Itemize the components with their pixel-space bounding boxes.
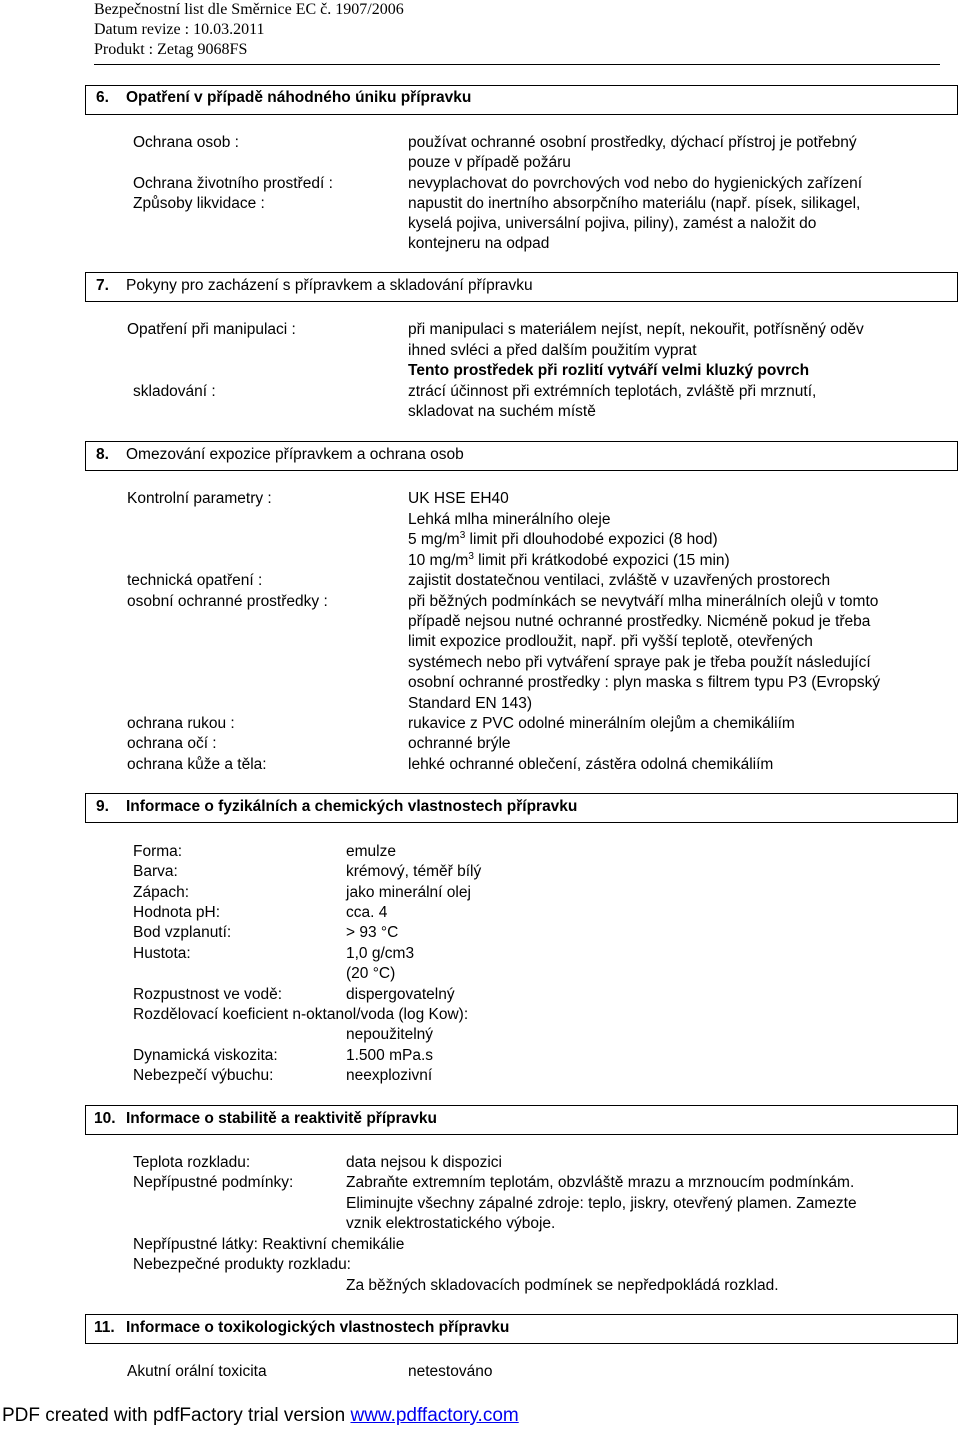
label-explosion-hazard: Nebezpečí výbuchu: xyxy=(133,1067,274,1084)
label-ph: Hodnota pH: xyxy=(133,904,221,921)
value-line-exposure-short: 10 $mg/m^3$ limit při krátkodobé expozici (15 min) xyxy=(408,551,730,569)
value-form: emulze xyxy=(346,843,396,860)
label-acute-oral-toxicity: Akutní orální toxicita xyxy=(127,1363,267,1380)
value-line: osobní ochranné prostředky : plyn maska s filtrem typu P3 (Evropský xyxy=(408,674,881,691)
label-dynamic-viscosity: Dynamická viskozita: xyxy=(133,1047,278,1064)
pdf-watermark-footer xyxy=(2,1405,519,1427)
label-decomposition-temp: Teplota rozkladu: xyxy=(133,1154,251,1171)
label-storage: skladování : xyxy=(133,383,216,400)
value-line: případě nejsou nutné ochranné prostředky. Nicméně pokud je třeba xyxy=(408,613,871,630)
value-line: UK HSE EH40 xyxy=(408,490,509,507)
value-line: při běžných podmínkách se nevytváří mlha minerálních olejů v tomto xyxy=(408,593,879,610)
label-hand-protection: ochrana rukou : xyxy=(127,715,235,732)
value-line: nevyplachovat do povrchových vod nebo do hygienických zařízení xyxy=(408,175,863,192)
section-11-title: 11. Informace o toxikologických vlastnostech přípravku xyxy=(94,1319,510,1336)
label-personal-protective-equipment: osobní ochranné prostředky : xyxy=(127,593,328,610)
value-water-solubility: dispergovatelný xyxy=(346,986,455,1003)
value-odor: jako minerální olej xyxy=(346,884,471,901)
value-hazardous-decomposition: Za běžných skladovacích podmínek se nepředpokládá rozklad. xyxy=(346,1277,779,1294)
value-line: pouze v případě požáru xyxy=(408,154,571,171)
section-8-title: 8. Omezování expozice přípravkem a ochrana osob xyxy=(96,446,464,463)
value-explosion-hazard: neexplozivní xyxy=(346,1067,433,1084)
label-incompatible-materials: Nepřípustné látky: Reaktivní chemikálie xyxy=(133,1236,405,1253)
label-color: Barva: xyxy=(133,863,178,880)
footer-text: PDF created with pdfFactory trial version xyxy=(2,1405,351,1426)
value-line: při manipulaci s materiálem nejíst, nepít, nekouřit, potřísněný oděv xyxy=(408,321,864,338)
document-header xyxy=(94,0,404,60)
value-dynamic-viscosity: 1.500 mPa.s xyxy=(346,1047,434,1064)
value-line: ztrácí účinnost při extrémních teplotách, zvláště při mrznutí, xyxy=(408,383,817,400)
section-6-title: 6. Opatření v případě náhodného úniku přípravku xyxy=(96,89,472,106)
value-line: rukavice z PVC odolné minerálním olejům a chemikáliím xyxy=(408,715,795,732)
label-partition-coefficient: Rozdělovací koeficient n-oktanol/voda (log Kow): xyxy=(133,1006,469,1023)
label-technical-measures: technická opatření : xyxy=(127,572,263,589)
header-product: Produkt : Zetag 9068FS xyxy=(94,41,248,58)
footer-link[interactable]: www.pdffactory.com xyxy=(350,1405,519,1426)
label-odor: Zápach: xyxy=(133,884,190,901)
value-line: Standard EN 143) xyxy=(408,695,533,712)
label-disposal-methods: Způsoby likvidace : xyxy=(133,195,265,212)
value-line: limit expozice prodloužit, např. při vyšší teplotě, otevřených xyxy=(408,633,813,650)
value-flash-point: > 93 °C xyxy=(346,924,399,941)
value-line-warning: Tento prostředek při rozlití vytváří velmi kluzký povrch xyxy=(408,362,810,379)
label-control-parameters: Kontrolní parametry : xyxy=(127,490,272,507)
value-line: ihned svléci a před dalším použitím vyprat xyxy=(408,342,697,359)
value-line: zajistit dostatečnou ventilaci, zvláště v uzavřených prostorech xyxy=(408,572,831,589)
value-partition-coefficient: nepoužitelný xyxy=(346,1026,434,1043)
section-10-title: 10. Informace o stabilitě a reaktivitě přípravku xyxy=(94,1110,437,1127)
value-color: krémový, téměř bílý xyxy=(346,863,482,880)
value-line: Eliminujte všechny zápalné zdroje: teplo, jiskry, otevřený plamen. Zamezte xyxy=(346,1195,857,1212)
section-7-title: 7. Pokyny pro zacházení s přípravkem a skladování přípravku xyxy=(96,277,533,294)
value-density-temp: (20 °C) xyxy=(346,965,396,982)
label-form: Forma: xyxy=(133,843,183,860)
value-line: ochranné brýle xyxy=(408,735,511,752)
value-line: lehké ochranné oblečení, zástěra odolná chemikáliím xyxy=(408,756,774,773)
label-personal-protection: Ochrana osob : xyxy=(133,134,239,151)
value-decomposition-temp: data nejsou k dispozici xyxy=(346,1154,502,1171)
section-9-title: 9. Informace o fyzikálních a chemických vlastnostech přípravku xyxy=(96,798,578,815)
label-water-solubility: Rozpustnost ve vodě: xyxy=(133,986,283,1003)
value-line: kontejneru na odpad xyxy=(408,235,550,252)
header-regulation: Bezpečnostní list dle Směrnice EC č. 1907/2006 xyxy=(94,1,404,18)
value-line: používat ochranné osobní prostředky, dýchací přístroj je potřebný xyxy=(408,134,857,151)
label-density: Hustota: xyxy=(133,945,191,962)
label-conditions-to-avoid: Nepřípustné podmínky: xyxy=(133,1174,294,1191)
label-environment-protection: Ochrana životního prostředí : xyxy=(133,175,333,192)
label-hazardous-decomposition: Nebezpečné produkty rozkladu: xyxy=(133,1256,351,1273)
value-line: kyselá pojiva, universální pojiva, piliny), zamést a naložit do xyxy=(408,215,817,232)
value-line-exposure-long: 5 $mg/m^3$ limit při dlouhodobé expozici (8 hod) xyxy=(408,530,718,548)
value-line: napustit do inertního absorpčního materiálu (např. písek, silikagel, xyxy=(408,195,861,212)
label-eye-protection: ochrana očí : xyxy=(127,735,217,752)
label-flash-point: Bod vzplanutí: xyxy=(133,924,232,941)
label-handling-measures: Opatření při manipulaci : xyxy=(127,321,296,338)
header-revision-date: Datum revize : 10.03.2011 xyxy=(94,21,265,38)
value-density: 1,0 g/cm3 xyxy=(346,945,415,962)
label-skin-protection: ochrana kůže a těla: xyxy=(127,756,267,773)
value-line: skladovat na suchém místě xyxy=(408,403,596,420)
value-line: systémech nebo při vytváření spraye pak je třeba použít následující xyxy=(408,654,871,671)
value-line: vznik elektrostatického výboje. xyxy=(346,1215,556,1232)
value-line: Lehká mlha minerálního oleje xyxy=(408,511,611,528)
header-divider xyxy=(94,64,940,65)
value-ph: cca. 4 xyxy=(346,904,388,921)
value-acute-oral-toxicity: netestováno xyxy=(408,1363,493,1380)
value-line: Zabraňte extremním teplotám, obzvláště mrazu a mrznoucím podmínkám. xyxy=(346,1174,855,1191)
